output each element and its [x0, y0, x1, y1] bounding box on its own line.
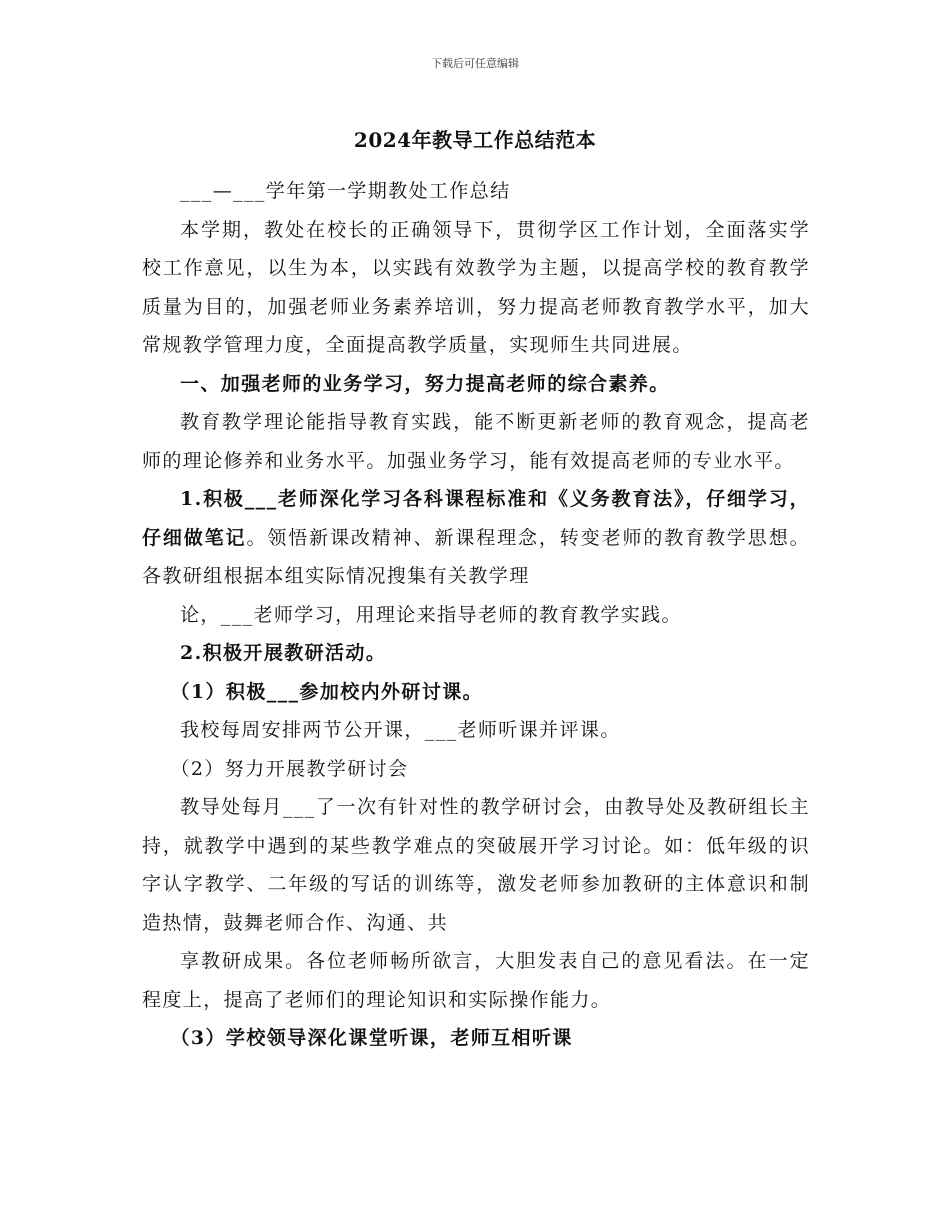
section-heading-1: 一、加强老师的业务学习，努力提高老师的综合素养。 [180, 372, 670, 395]
body-paragraph: 教导处每月___了一次有针对性的教学研讨会，由教导处及教研组长主持，就教学中遇到的某些教学难点的突破展开学习讨论。如：低年级的识字认字教学、二年级的写话的训练等，激发老师参加教研的主体意识和制造热情，鼓舞老师合作、沟通、共 [142, 796, 810, 934]
item-heading-2: （2）努力开展教学研讨会 [170, 757, 409, 780]
body-paragraph: 享教研成果。各位老师畅所欲言，大胆发表自己的意见看法。在一定程度上，提高了老师们的理论知识和实际操作能力。 [142, 950, 810, 1011]
body-paragraph: 论，___老师学习，用理论来指导老师的教育教学实践。 [180, 603, 682, 626]
header-note: 下载后可任意编辑 [431, 57, 519, 70]
subsection-heading-2: 2.积极开展教研活动。 [180, 642, 387, 664]
body-paragraph: 教育教学理论能指导教育实践，能不断更新老师的教育观念，提高老师的理论修养和业务水平。加强业务学习，能有效提高老师的专业水平。 [142, 411, 810, 472]
bold-lead-text: 1.积极___老师深化学习各科课程标准和《义务教育法》，仔细学习，仔细做笔记 [142, 488, 810, 549]
document-title: 2024年教导工作总结范本 [353, 128, 597, 152]
intro-paragraph: 本学期，教处在校长的正确领导下，贯彻学区工作计划，全面落实学校工作意见，以生为本，以实践有效教学为主题，以提高学校的教育教学质量为目的，加强老师业务素养培训，努力提高老师教育教学水平，加大常规教学管理力度，全面提高教学质量，实现师生共同进展。 [142, 218, 810, 356]
item-heading-1: （1）积极___参加校内外研讨课。 [170, 680, 484, 703]
document-body [142, 172, 810, 1058]
body-text: 。领悟新课改精神、新课程理念，转变老师的教育教学思想。各教研组根据本组实际情况搜集有关教学理 [142, 526, 810, 587]
subtitle-paragraph: ___—___学年第一学期教处工作总结 [180, 180, 511, 202]
body-paragraph: 我校每周安排两节公开课，___老师听课并评课。 [180, 719, 621, 741]
item-heading-3: （3）学校领导深化课堂听课，老师互相听课 [170, 1027, 573, 1049]
body-paragraph [142, 480, 810, 596]
